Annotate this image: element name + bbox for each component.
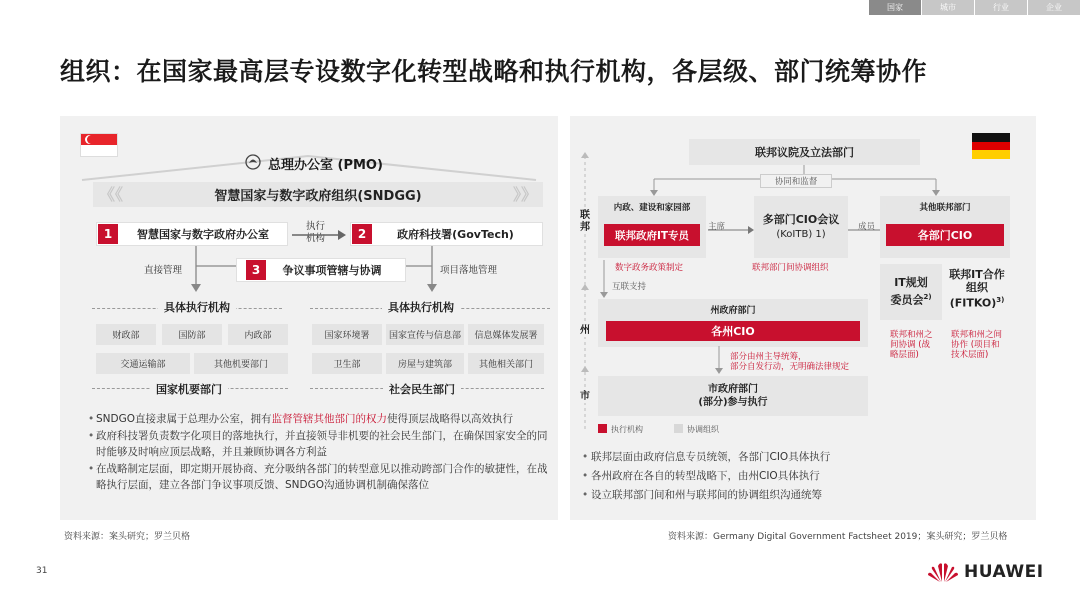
cell-defense: 国防部 (162, 324, 222, 345)
legend-coord-label: 协调组织 (687, 425, 719, 434)
state-note: 部分由州主导统筹， 部分自发行动，无明确法律规定 (730, 352, 850, 372)
bundestag-box: 联邦议院及立法部门 (689, 139, 920, 165)
cell-environment: 国家环境署 (312, 324, 382, 345)
cell-other-confidential: 其他机要部门 (194, 353, 288, 374)
group1-head: 具体执行机构 (158, 299, 236, 315)
number-badge-1: 1 (98, 224, 118, 244)
project-landing-label: 项目落地管理 (440, 265, 498, 276)
level-state: 州 (580, 325, 590, 336)
cell-transport: 交通运输部 (96, 353, 190, 374)
it-plan-council-box: IT规划 委员会$^{2)}$ (880, 264, 942, 320)
tab-city[interactable]: 城市 (921, 0, 974, 15)
bullet-item: • SNDGO直接隶属于总理办公室，拥有监督管辖其他部门的权力使得顶层战略得以高效执行 (88, 411, 548, 427)
bullet-item: • 设立联邦部门间和州与联邦间的协调组织沟通统筹 (582, 486, 1002, 505)
number-badge-3: 3 (246, 260, 266, 280)
level-city: 市 (580, 391, 590, 402)
chair-label: 主席 (708, 222, 726, 232)
dept-cio-box: 各部门CIO (886, 224, 1004, 246)
exec-arrow (290, 228, 350, 242)
koitb-note: 联邦部门间协调组织 (752, 263, 829, 273)
member-label: 成员 (858, 222, 876, 232)
koitb-title: 多部门CIO会议 (762, 213, 840, 226)
koitb-box (754, 196, 848, 258)
city-title: 市政府部门 (708, 384, 758, 395)
cell-housing: 房屋与建筑部 (386, 353, 464, 374)
right-source: 资料来源：Germany Digital Government Factsheet 2019；案头研究；罗兰贝格 (668, 532, 1008, 542)
level-federal: 联邦 (580, 210, 590, 233)
koitb-sub: (KoITB) 1) (776, 229, 826, 240)
fitko-label: 联邦IT合作 组织 (FITKO)$^{3)}$ (949, 268, 1005, 310)
germany-flag-icon (972, 133, 1010, 159)
interior-head: 内政、建设和家园部 (613, 203, 691, 213)
cell-imda: 信息媒体发展署 (468, 324, 544, 345)
huawei-flower-icon (927, 560, 959, 584)
cell-finance: 财政部 (96, 324, 156, 345)
brand-name: HUAWEI (964, 562, 1044, 582)
state-dept-box (598, 299, 868, 347)
germany-bullets (582, 448, 1002, 505)
fed-state-strategy-note: 联邦和州之 间协调 (战 略层面) (890, 330, 933, 360)
mutual-support-label: 互联支持 (612, 282, 647, 292)
cell-other-related: 其他相关部门 (468, 353, 544, 374)
fed-cio-box: 联邦政府IT专员 (604, 224, 700, 246)
cell-interior: 内政部 (228, 324, 288, 345)
state-city-arrow (712, 346, 726, 376)
exec-label: 执行 机构 (306, 221, 326, 244)
page-number: 31 (36, 566, 48, 576)
sndgo-label: 智慧国家与数字政府办公室 (137, 228, 269, 241)
coord-supervise-label: 协同和监督 (760, 174, 832, 188)
tab-country[interactable]: 国家 (868, 0, 921, 15)
pmo-label: 总理办公室 (PMO) (268, 158, 383, 173)
legend-coord-swatch (674, 424, 683, 433)
bullet-item: • 政府科技署负责数字化项目的落地执行，并直接领导非机要的社会民生部门，在确保国家安全的同时能够及时响应顶层战略，并且兼顾协调各方利益 (88, 428, 548, 460)
huawei-logo (927, 560, 1044, 584)
bullet-item: • 在战略制定层面，即定期开展协商、充分吸纳各部门的转型意见以推动跨部门合作的敏捷性，在战略执行层面，建立各部门争议事项反馈、SNDGO沟通协调机制确保落位 (88, 461, 548, 493)
lion-emblem-icon (244, 153, 262, 171)
sndgg-bar: 《《 智慧国家与数字政府组织(SNDGG) 》》 (93, 182, 543, 207)
city-dept-box (598, 376, 868, 416)
cell-communications: 国家宣传与信息部 (386, 324, 464, 345)
other-federal-box (880, 196, 1010, 258)
bullet-item: • 联邦层面由政府信息专员统领，各部门CIO具体执行 (582, 448, 1002, 467)
dispute-label: 争议事项管辖与协调 (282, 264, 382, 277)
fed-state-project-note: 联邦和州之间 协作 (项目和 技术层面) (951, 330, 1003, 360)
page-title: 组织：在国家最高层专设数字化转型战略和执行机构，各层级、部门统筹协作 (60, 57, 928, 86)
tab-enterprise[interactable]: 企业 (1027, 0, 1080, 15)
number-badge-2: 2 (352, 224, 372, 244)
govtech-label: 政府科技署(GovTech) (397, 228, 514, 241)
bullet-item: • 各州政府在各自的转型战略下，由州CIO具体执行 (582, 467, 1002, 486)
sndgo-box (96, 222, 288, 246)
state-dept-head: 州政府部门 (710, 305, 756, 316)
direct-mgmt-label: 直接管理 (144, 265, 183, 276)
legend-exec-swatch (598, 424, 607, 433)
group1-foot: 国家机要部门 (150, 381, 228, 397)
tab-industry[interactable]: 行业 (974, 0, 1027, 15)
group2-foot: 社会民生部门 (383, 381, 461, 397)
cell-health: 卫生部 (312, 353, 382, 374)
interior-ministry-box (598, 196, 706, 258)
govtech-box (350, 222, 543, 246)
support-arrow (598, 258, 610, 298)
state-cio-box: 各州CIO (606, 321, 860, 341)
singapore-bullets (88, 411, 548, 494)
fed-cio-note: 数字政务政策制定 (615, 263, 684, 273)
city-sub: (部分)参与执行 (698, 397, 768, 408)
other-fed-head: 其他联邦部门 (919, 203, 971, 213)
sndgg-label: 智慧国家与数字政府组织(SNDGG) (214, 189, 422, 204)
left-source: 资料来源：案头研究；罗兰贝格 (64, 532, 191, 542)
group2-head: 具体执行机构 (382, 299, 460, 315)
top-tabs (868, 0, 1080, 15)
legend-exec-label: 执行机构 (611, 425, 643, 434)
